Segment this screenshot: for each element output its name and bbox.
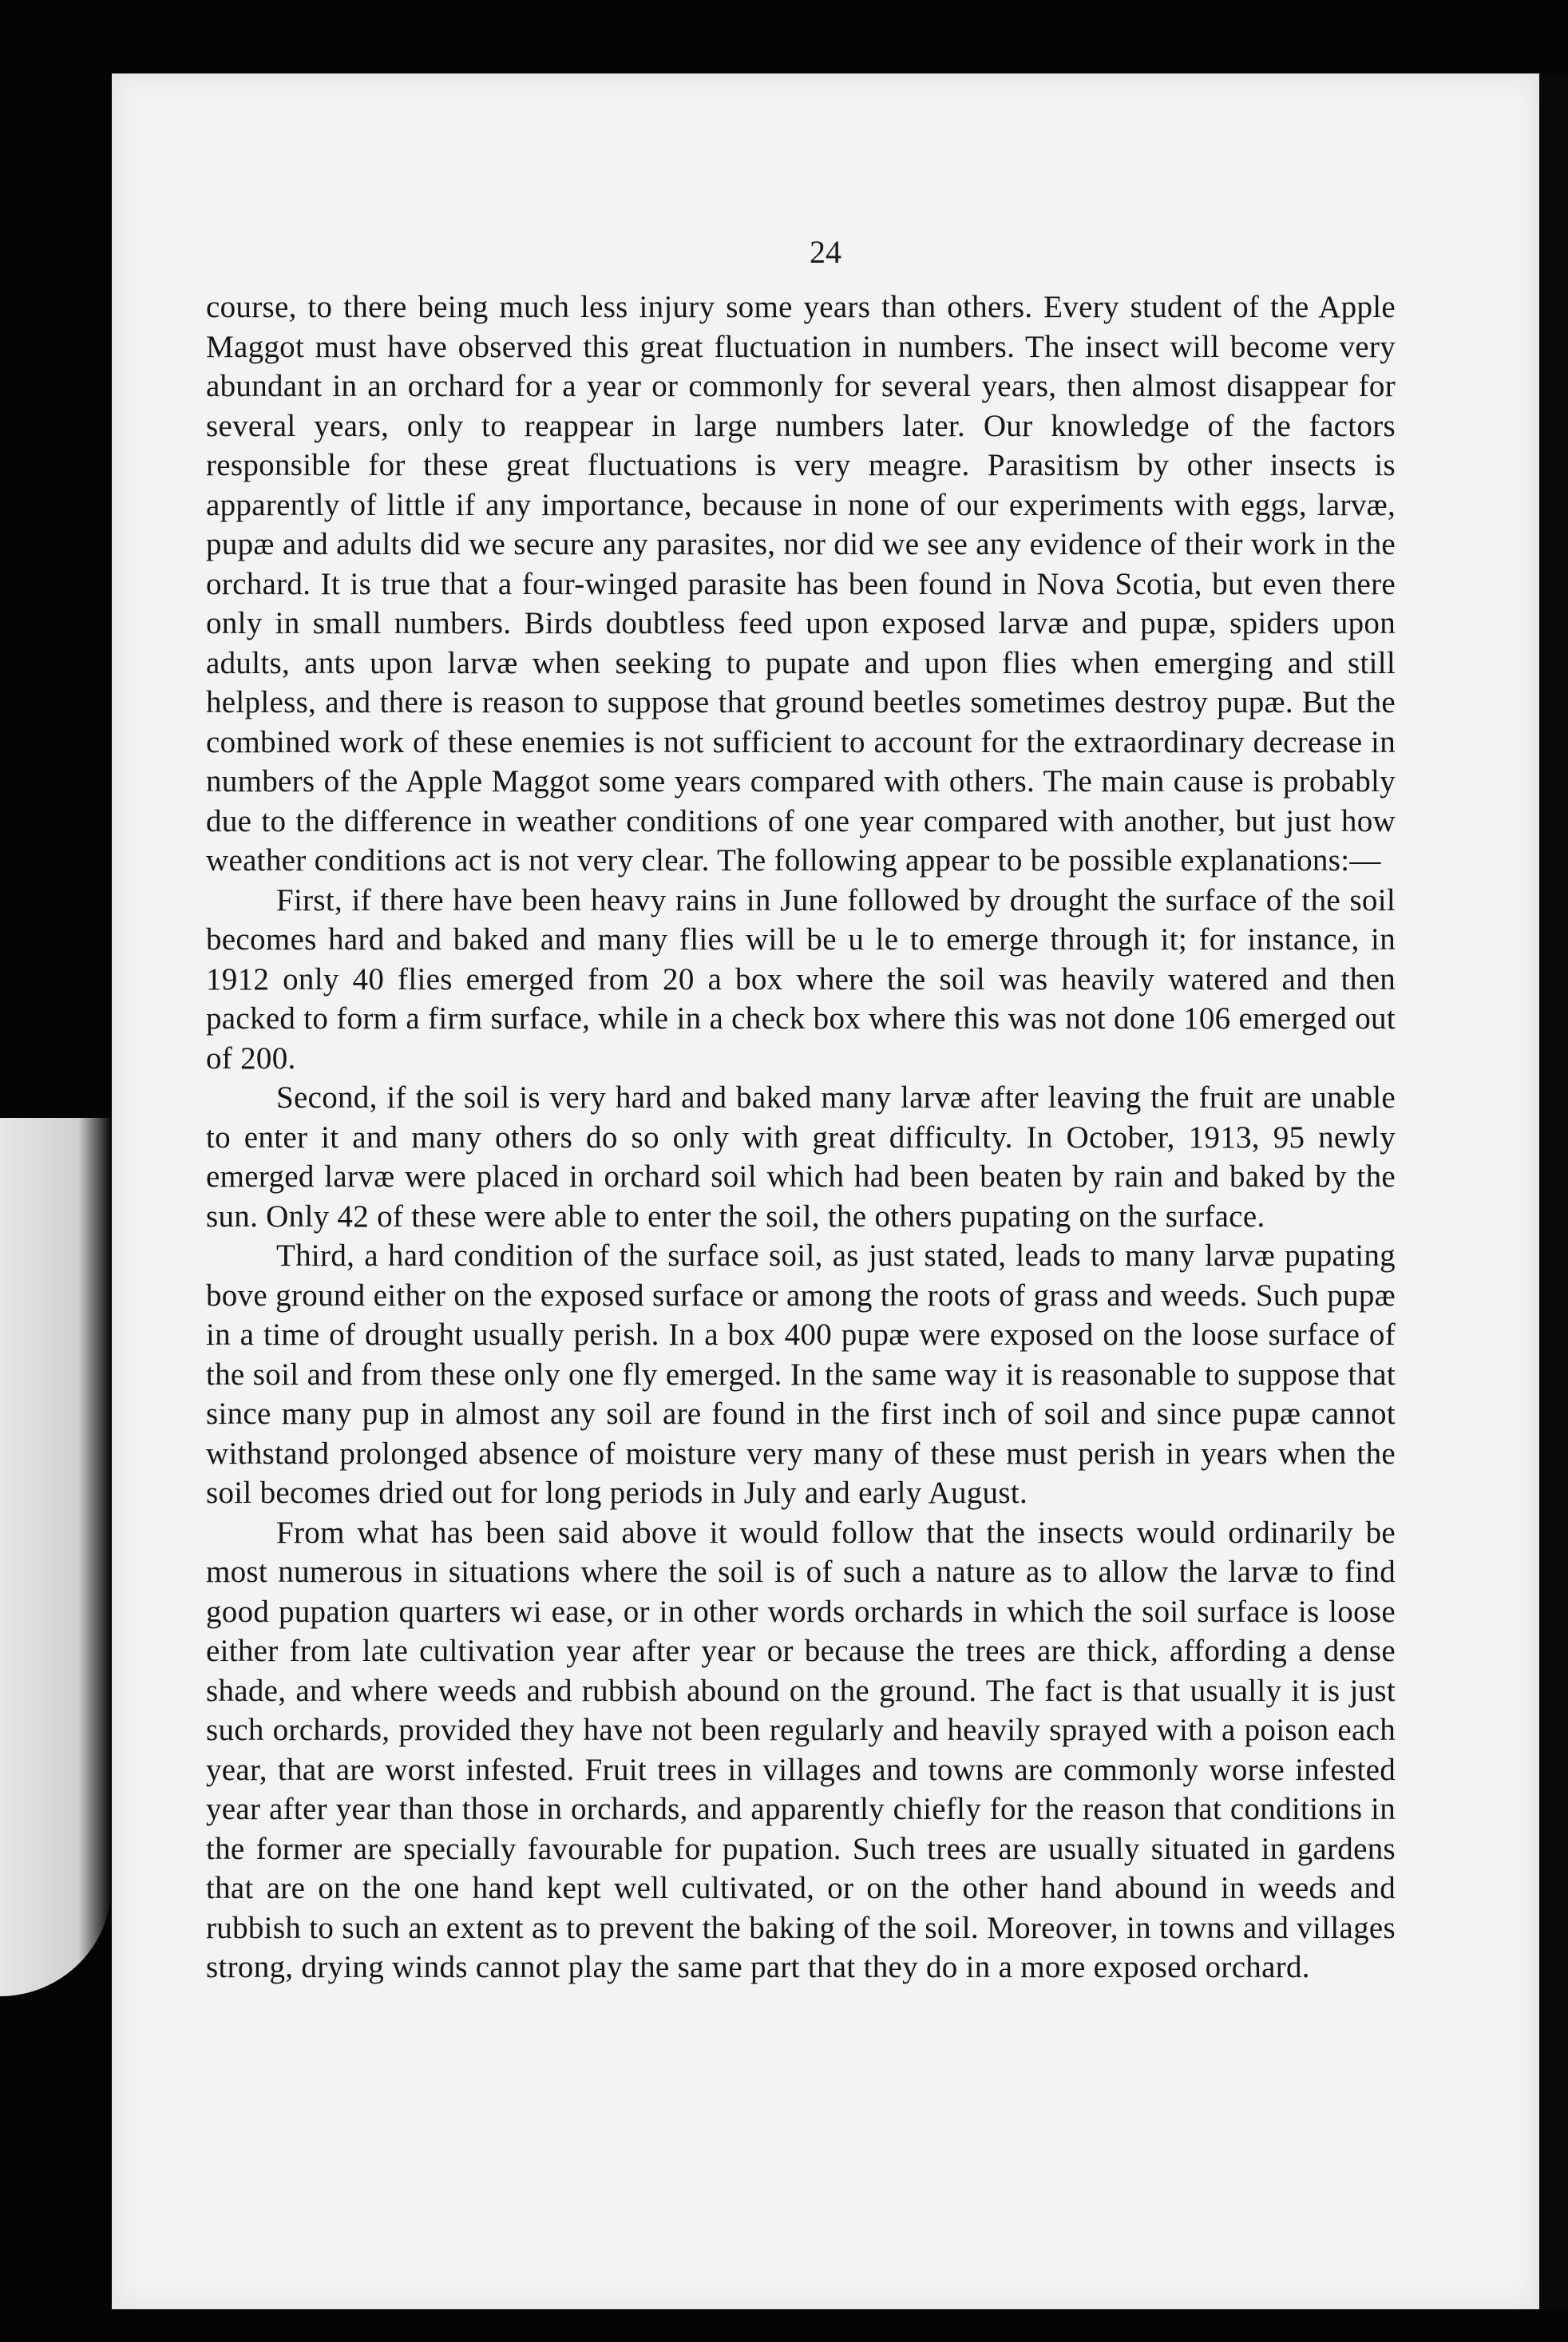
paragraph-conclusion: From what has been said above it would follow that the insects would ordinarily be most numerous in situations where the soil is of such a nature as to allow the larvæ to find good pupation quarters wi ease, or in other words orchards in which the soil surface is loose either from late cultivation year after year or because the trees are thick, affording a dense shade, and where weeds and rubbish abound on the ground. The fact is that usually it is just such orchards, provided they have not been regularly and heavily sprayed with a poison each year, that are worst infested. Fruit trees in villages and towns are commonly worse infested year after year than those in orchards, and apparently chiefly for the reason that conditions in the former are specially favourable for pupation. Such trees are usually situated in gardens that are on the one hand kept well cultivated, or on the other hand abound in weeds and rubbish to such an extent as to prevent the baking of the soil. Moreover, in towns and villages strong, drying winds cannot play the same part that they do in a more exposed orchard. — [206, 1515, 1396, 1984]
scan-edge-artifact — [0, 1118, 112, 1996]
scan-right-edge — [1539, 73, 1568, 2309]
body-text — [206, 287, 1396, 1987]
paragraph-continuation: course, to there being much less injury some years than others. Every student of the Apple Maggot must have observed this great fluctuation in numbers. The insect will become very abundant in an orchard for a year or commonly for several years, then almost disappear for several years, only to reappear in large numbers later. Our knowledge of the factors responsible for these great fluctuations is very meagre. Parasitism by other insects is apparently of little if any importance, because in none of our experiments with eggs, larvæ, pupæ and adults did we secure any parasites, nor did we see any evidence of their work in the orchard. It is true that a four-winged parasite has been found in Nova Scotia, but even there only in small numbers. Birds doubtless feed upon exposed larvæ and pupæ, spiders upon adults, ants upon larvæ when seeking to pupate and upon flies when emerging and still helpless, and there is reason to suppose that ground beetles sometimes destroy pupæ. But the combined work of these enemies is not sufficient to account for the extraordinary decrease in numbers of the Apple Maggot some years compared with others. The main cause is probably due to the difference in weather conditions of one year compared with another, but just how weather conditions act is not very clear. The following appear to be possible explanations:— — [206, 290, 1396, 878]
page-number: 24 — [810, 234, 841, 270]
paragraph-third: Third, a hard condition of the surface soil, as just stated, leads to many larvæ pupating bove ground either on the exposed surface or among the roots of grass and weeds. Such pupæ in a time of drought usually perish. In a box 400 pupæ were exposed on the loose surface of the soil and from these only one fly emerged. In the same way it is reasonable to suppose that since many pup in almost any soil are found in the first inch of soil and since pupæ cannot withstand prolonged absence of moisture very many of these must perish in years when the soil becomes dried out for long periods in July and early August. — [206, 1238, 1396, 1510]
paragraph-second: Second, if the soil is very hard and baked many larvæ after leaving the fruit are unable to enter it and many others do so only with great difficulty. In October, 1913, 95 newly emerged larvæ were placed in orchard soil which had been beaten by rain and baked by the sun. Only 42 of these were able to enter the soil, the others pupating on the surface. — [206, 1080, 1396, 1234]
document-page — [112, 73, 1539, 2309]
paragraph-first: First, if there have been heavy rains in June followed by drought the surface of the soil becomes hard and baked and many flies will be u le to emerge through it; for instance, in 1912 only 40 flies emerged from 20 a box where the soil was heavily watered and then packed to form a firm surface, while in a check box where this was not done 106 emerged out of 200. — [206, 882, 1396, 1076]
